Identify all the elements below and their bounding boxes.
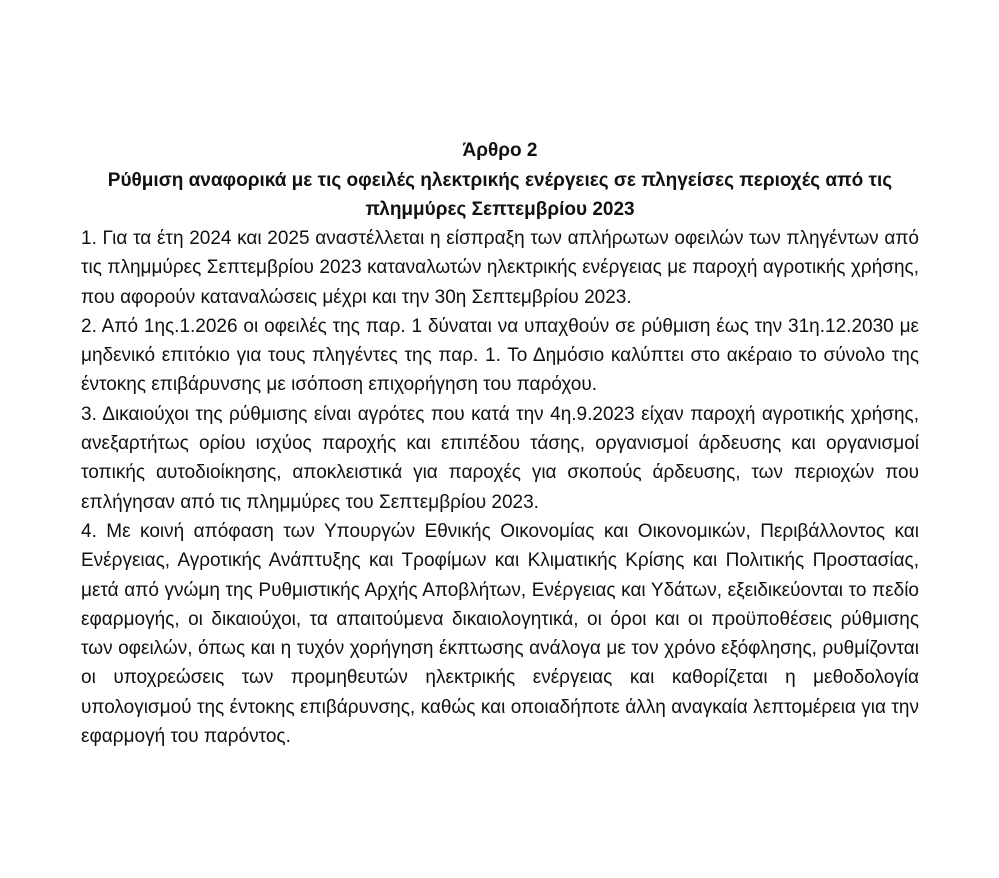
paragraph-4: 4. Με κοινή απόφαση των Υπουργών Εθνικής Οικονομίας και Οικονομικών, Περιβάλλοντος και Ενέργειας, Αγροτικής Ανάπτυξης και Τροφίμων και Κλιματικής Κρίσης και Πολιτικής Προστασίας, μετά από γνώμη της Ρυθμιστικής Αρχής Αποβλήτων, Ενέργειας και Υδάτων, εξειδικεύονται το πεδίο εφαρμογής, οι δικαιούχοι, τα απαιτούμενα δικαιολογητικά, οι όροι και οι προϋποθέσεις ρύθμισης των οφειλών, όπως και η τυχόν χορήγηση έκπτωσης ανάλογα με τον χρόνο εξόφλησης, ρυθμίζονται οι υποχρεώσεις των προμηθευτών ηλεκτρικής ενέργειας και καθορίζεται η μεθοδολογία υπολογισμού της έντοκης επιβάρυνσης, καθώς και οποιαδήποτε άλλη αναγκαία λεπτομέρεια για την εφαρμογή του παρόντος.: [81, 520, 919, 748]
paragraph-2: 2. Από 1ης.1.2026 οι οφειλές της παρ. 1 δύναται να υπαχθούν σε ρύθμιση έως την 31η.12.2030 με μηδενικό επιτόκιο για τους πληγέντες της παρ. 1. Το Δημόσιο καλύπτει στο ακέραιο το σύνολο της έντοκης επιβάρυνσης με ισόποση επιχορήγηση του παρόχου.: [81, 315, 919, 396]
document-page: [81, 136, 919, 751]
article-title: Ρύθμιση αναφορικά με τις οφειλές ηλεκτρικής ενέργειες σε πληγείσες περιοχές από τις πλημμύρες Σεπτεμβρίου 2023: [107, 170, 893, 220]
paragraph-3: 3. Δικαιούχοι της ρύθμισης είναι αγρότες που κατά την 4η.9.2023 είχαν παροχή αγροτικής χρήσης, ανεξαρτήτως ορίου ισχύος παροχής και επιπέδου τάσης, οργανισμοί άρδευσης και οργανισμοί τοπικής αυτοδιοίκησης, αποκλειστικά για παροχές για σκοπούς άρδευσης, των περιοχών που επλήγησαν από τις πλημμύρες του Σεπτεμβρίου 2023.: [81, 403, 919, 513]
paragraph-1: 1. Για τα έτη 2024 και 2025 αναστέλλεται η είσπραξη των απλήρωτων οφειλών των πληγέντων από τις πλημμύρες Σεπτεμβρίου 2023 καταναλωτών ηλεκτρικής ενέργειας με παροχή αγροτικής χρήσης, που αφορούν καταναλώσεις μέχρι και την 30η Σεπτεμβρίου 2023.: [81, 228, 919, 308]
article-number: Άρθρο 2: [462, 140, 538, 161]
